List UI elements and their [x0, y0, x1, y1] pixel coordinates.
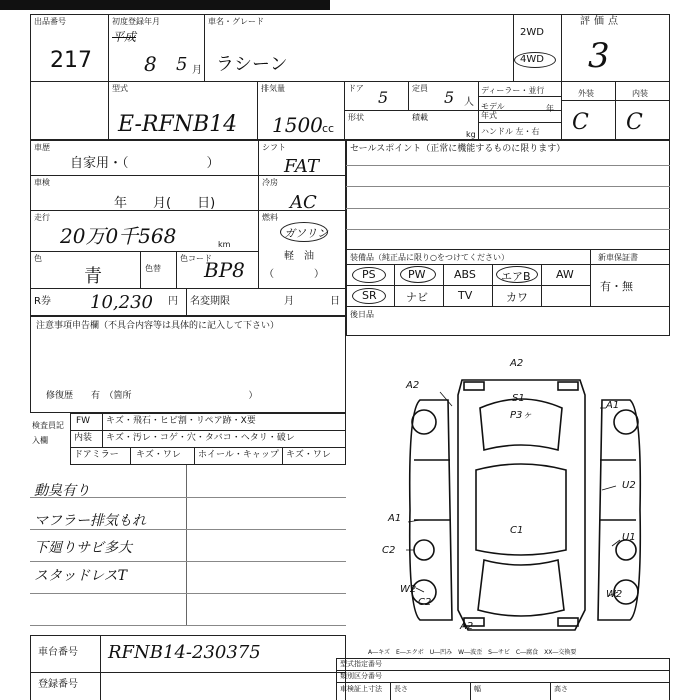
- dimension-label: 車検証上寸法: [340, 685, 382, 693]
- type-value: E-RFNB14: [118, 112, 238, 137]
- recycle-label: R券: [34, 296, 51, 307]
- exterior-value: C: [572, 110, 589, 135]
- lot-label: 出品番号: [34, 17, 66, 26]
- mark-a1-left: A1: [388, 513, 402, 524]
- drive-4wd: 4WD: [520, 54, 544, 65]
- sales-point-label: セールスポイント（正常に機能するものに限ります）: [350, 144, 566, 154]
- check-mirror-items: キズ・ワレ: [136, 450, 181, 460]
- category-number-label: 類別区分番号: [340, 672, 382, 680]
- mark-c2-left: C2: [382, 545, 396, 556]
- capacity-label: 定員: [412, 84, 428, 93]
- displacement-unit: cc: [322, 122, 335, 135]
- recycle-unit: 円: [168, 296, 178, 307]
- mark-a2-top: A2: [510, 358, 524, 369]
- after-items-label: 後日品: [350, 310, 374, 319]
- color-value: 青: [84, 266, 102, 287]
- score-value: 3: [588, 36, 610, 76]
- width-label: 幅: [474, 685, 481, 693]
- handle-label: ハンドル 左・右: [481, 127, 540, 136]
- equip-ps: PS: [362, 268, 376, 281]
- registration-label: 登録番号: [38, 679, 78, 690]
- exterior-label: 外装: [578, 89, 594, 98]
- drive-2wd: 2WD: [520, 27, 544, 38]
- category-label: 車歴: [34, 143, 50, 152]
- category-value: 自家用・（ ）: [70, 156, 220, 171]
- remark-1: 動臭有り: [34, 483, 90, 499]
- wheel-right-front: [614, 410, 638, 434]
- check-fw-items: キズ・飛石・ヒビ割・リペア跡・X要: [106, 416, 256, 426]
- year-unit: 年: [546, 104, 554, 113]
- fuel-light-label: 軽 油: [284, 251, 314, 262]
- displacement-label: 排気量: [261, 84, 285, 93]
- chassis-value: RFNB14-230375: [108, 642, 261, 663]
- fuel-light-paren: （ ）: [264, 269, 324, 280]
- equip-abs: ABS: [454, 268, 476, 281]
- mark-a1-right: A1: [606, 400, 620, 411]
- warranty-label: 新車保証書: [598, 253, 638, 262]
- name-change-day: 日: [330, 296, 340, 307]
- model-label: 車名・グレード: [208, 17, 264, 26]
- check-wheel-items: キズ・ワレ: [286, 450, 331, 460]
- first-reg-year: 8: [144, 52, 157, 76]
- spec-boxes: [336, 658, 670, 700]
- chassis-label: 車台番号: [38, 647, 78, 658]
- check-wheel: ホイール・キャップ: [198, 450, 279, 460]
- load-label: 積載: [412, 113, 428, 122]
- mark-c2-bottom: C2: [418, 597, 432, 608]
- name-change-label: 名変期限: [190, 296, 230, 307]
- remark-4: スタッドレスT: [34, 568, 127, 584]
- mark-s1: S1: [512, 393, 525, 404]
- mark-a2-left: A2: [406, 380, 420, 391]
- interior-value: C: [626, 110, 643, 135]
- first-reg-label: 初度登録年月: [112, 17, 160, 26]
- equip-aw: AW: [556, 268, 574, 281]
- displacement-value: 1500: [272, 113, 323, 137]
- equip-pw: PW: [408, 268, 426, 281]
- mark-a2-bottom: A2: [460, 621, 474, 632]
- spare-left: [414, 540, 434, 560]
- equip-sr: SR: [362, 289, 377, 302]
- length-label: 長さ: [394, 685, 408, 693]
- right-side-outline: [598, 400, 640, 620]
- warranty-value: 有・無: [600, 280, 633, 293]
- fuel-label: 燃料: [262, 213, 278, 222]
- mileage-value: 20万0千568: [60, 224, 177, 248]
- equipment-label: 装備品（純正品に限り○をつけてください）: [350, 253, 509, 262]
- mark-c1: C1: [510, 525, 524, 536]
- capacity-value: 5: [444, 88, 455, 107]
- color-code-value: BP8: [204, 258, 245, 282]
- mark-u1: U1: [622, 532, 636, 543]
- door-label: ドア: [348, 84, 364, 93]
- shaken-value: 年 月( 日): [114, 196, 216, 211]
- shaken-label: 車検: [34, 178, 50, 187]
- shape-label: 形状: [348, 113, 364, 122]
- equip-leather: カワ: [506, 291, 528, 304]
- notes-label: 注意事項申告欄（不具合内容等は具体的に記入して下さい）: [36, 321, 280, 331]
- inspector-label: 検査員記入欄: [32, 421, 64, 445]
- aircon-label: 冷房: [262, 178, 278, 187]
- first-reg-month: 5: [176, 54, 188, 75]
- model-year-label: モデル年式: [481, 102, 505, 120]
- capacity-unit: 人: [464, 97, 474, 108]
- equip-airbag: エアB: [501, 270, 531, 283]
- remark-2: マフラー排気もれ: [34, 513, 146, 529]
- lot-number: 217: [50, 48, 92, 73]
- remark-3: 下廻りサビ多大: [34, 540, 132, 556]
- fuel-value: ガソリン: [284, 227, 328, 240]
- model-value: ラシーン: [216, 54, 288, 75]
- first-reg-era: 平成: [112, 30, 137, 44]
- spare-right: [616, 540, 636, 560]
- shift-label: シフト: [262, 143, 286, 152]
- check-interior: 内装: [74, 433, 93, 443]
- mileage-unit: km: [218, 240, 231, 249]
- mark-w2-left: W2: [400, 584, 417, 595]
- mark-p3: P3ヶ: [510, 410, 533, 421]
- interior-label: 内装: [632, 89, 648, 98]
- mark-u2: U2: [622, 480, 636, 491]
- wheel-left-front: [412, 410, 436, 434]
- color-change-label: 色替: [145, 264, 161, 273]
- type-designation-label: 型式指定番号: [340, 660, 382, 668]
- first-reg-month-unit: 月: [192, 65, 202, 76]
- load-unit: kg: [466, 130, 476, 139]
- check-interior-items: キズ・汚レ・コゲ・穴・タバコ・ヘタリ・破レ: [106, 433, 295, 443]
- color-code-label: 色コード: [180, 254, 212, 263]
- mark-w2-right: W2: [606, 589, 623, 600]
- recycle-value: 10,230: [90, 292, 153, 313]
- rear-window: [478, 560, 564, 616]
- mileage-label: 走行: [34, 213, 50, 222]
- shift-value: FAT: [284, 156, 319, 177]
- equip-navi: ナビ: [406, 291, 428, 304]
- name-change-month: 月: [284, 296, 294, 307]
- score-label: 評価点: [580, 16, 622, 27]
- door-value: 5: [378, 88, 389, 107]
- roof: [476, 464, 566, 555]
- color-label: 色: [34, 254, 42, 263]
- dealer-label: ディーラー・並行: [481, 86, 545, 95]
- type-label: 型式: [112, 84, 128, 93]
- equip-tv: TV: [458, 289, 473, 302]
- title-strip: [0, 0, 330, 10]
- height-label: 高さ: [554, 685, 568, 693]
- repair-history-label: 修復歴 有 （箇所 ）: [46, 391, 258, 401]
- check-mirror: ドアミラー: [74, 450, 119, 460]
- check-fw: FW: [76, 416, 91, 426]
- aircon-value: AC: [290, 192, 317, 213]
- damage-legend: A―キズ E―エクボ U―凹み W―波歪 S―サビ C―腐食 XX―交換要: [368, 649, 577, 656]
